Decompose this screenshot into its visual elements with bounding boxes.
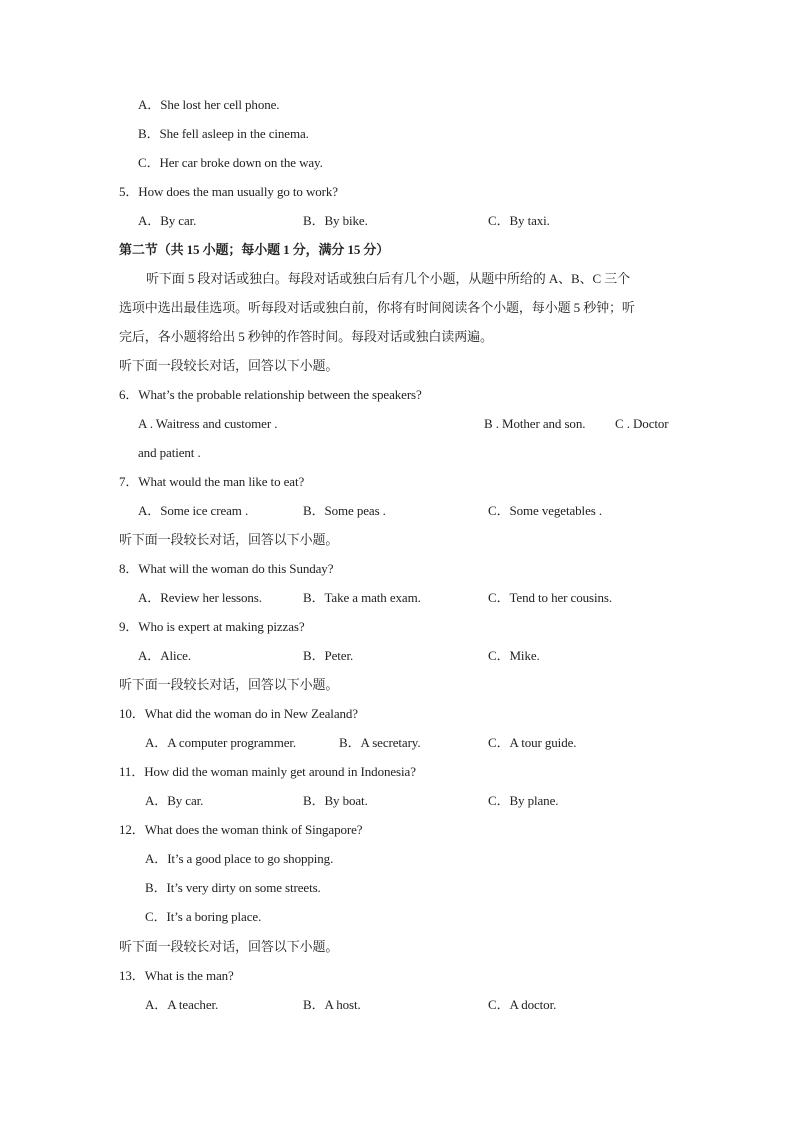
q5-option-b: B．By bike. xyxy=(303,213,368,228)
dialogue-header: 听下面一段较长对话，回答以下小题。 xyxy=(119,532,339,547)
q13-stem: 13．What is the man? xyxy=(119,968,234,983)
q7-stem: 7．What would the man like to eat? xyxy=(119,474,305,489)
q6-option-b: B . Mother and son. xyxy=(484,416,586,431)
q5-option-c: C．By taxi. xyxy=(488,213,550,228)
section-instructions-line-3: 完后，各小题将给出 5 秒钟的作答时间。每段对话或独白读两遍。 xyxy=(119,329,493,344)
section-instructions-line-2: 选项中选出最佳选项。听每段对话或独白前，你将有时间阅读各个小题，每小题 5 秒钟；听 xyxy=(119,300,635,315)
q10-option-c: C．A tour guide. xyxy=(488,735,577,750)
q12-option-c: C．It’s a boring place. xyxy=(145,909,262,924)
q7-option-c: C．Some vegetables . xyxy=(488,503,602,518)
q5-option-a: A．By car. xyxy=(138,213,197,228)
q13-option-b: B．A host. xyxy=(303,997,361,1012)
q9-option-c: C．Mike. xyxy=(488,648,540,663)
dialogue-header: 听下面一段较长对话，回答以下小题。 xyxy=(119,939,339,954)
q7-option-b: B．Some peas . xyxy=(303,503,386,518)
q11-option-c: C．By plane. xyxy=(488,793,559,808)
q12-stem: 12．What does the woman think of Singapore? xyxy=(119,822,363,837)
q6-stem: 6．What’s the probable relationship between the speakers? xyxy=(119,387,422,402)
dialogue-header: 听下面一段较长对话，回答以下小题。 xyxy=(119,358,339,373)
q9-stem: 9．Who is expert at making pizzas? xyxy=(119,619,305,634)
q6-option-c-continued: and patient . xyxy=(138,445,201,460)
q8-stem: 8．What will the woman do this Sunday? xyxy=(119,561,334,576)
q4-option-b: B．She fell asleep in the cinema. xyxy=(138,126,309,141)
q4-option-a: A．She lost her cell phone. xyxy=(138,97,280,112)
q4-option-c: C．Her car broke down on the way. xyxy=(138,155,323,170)
q11-option-a: A．By car. xyxy=(145,793,204,808)
q10-option-a: A．A computer programmer. xyxy=(145,735,297,750)
dialogue-header: 听下面一段较长对话，回答以下小题。 xyxy=(119,677,339,692)
q12-option-a: A．It’s a good place to go shopping. xyxy=(145,851,334,866)
q11-option-b: B．By boat. xyxy=(303,793,368,808)
section-title: 第二节（共 15 小题；每小题 1 分，满分 15 分） xyxy=(119,242,390,257)
section-instructions-line-1: 听下面 5 段对话或独白。每段对话或独白后有几个小题，从题中所给的 A、B、C 三个 xyxy=(146,271,631,286)
q10-stem: 10．What did the woman do in New Zealand? xyxy=(119,706,358,721)
q10-option-b: B．A secretary. xyxy=(339,735,421,750)
q11-stem: 11．How did the woman mainly get around in Indonesia? xyxy=(119,764,416,779)
q6-option-a: A . Waitress and customer . xyxy=(138,416,278,431)
q7-option-a: A．Some ice cream . xyxy=(138,503,249,518)
q8-option-b: B．Take a math exam. xyxy=(303,590,421,605)
q5-stem: 5．How does the man usually go to work? xyxy=(119,184,338,199)
q13-option-a: A．A teacher. xyxy=(145,997,219,1012)
q12-option-b: B．It’s very dirty on some streets. xyxy=(145,880,321,895)
q9-option-b: B．Peter. xyxy=(303,648,354,663)
q9-option-a: A．Alice. xyxy=(138,648,191,663)
q6-option-c: C . Doctor xyxy=(615,416,669,431)
q8-option-c: C．Tend to her cousins. xyxy=(488,590,612,605)
q13-option-c: C．A doctor. xyxy=(488,997,557,1012)
q8-option-a: A．Review her lessons. xyxy=(138,590,262,605)
